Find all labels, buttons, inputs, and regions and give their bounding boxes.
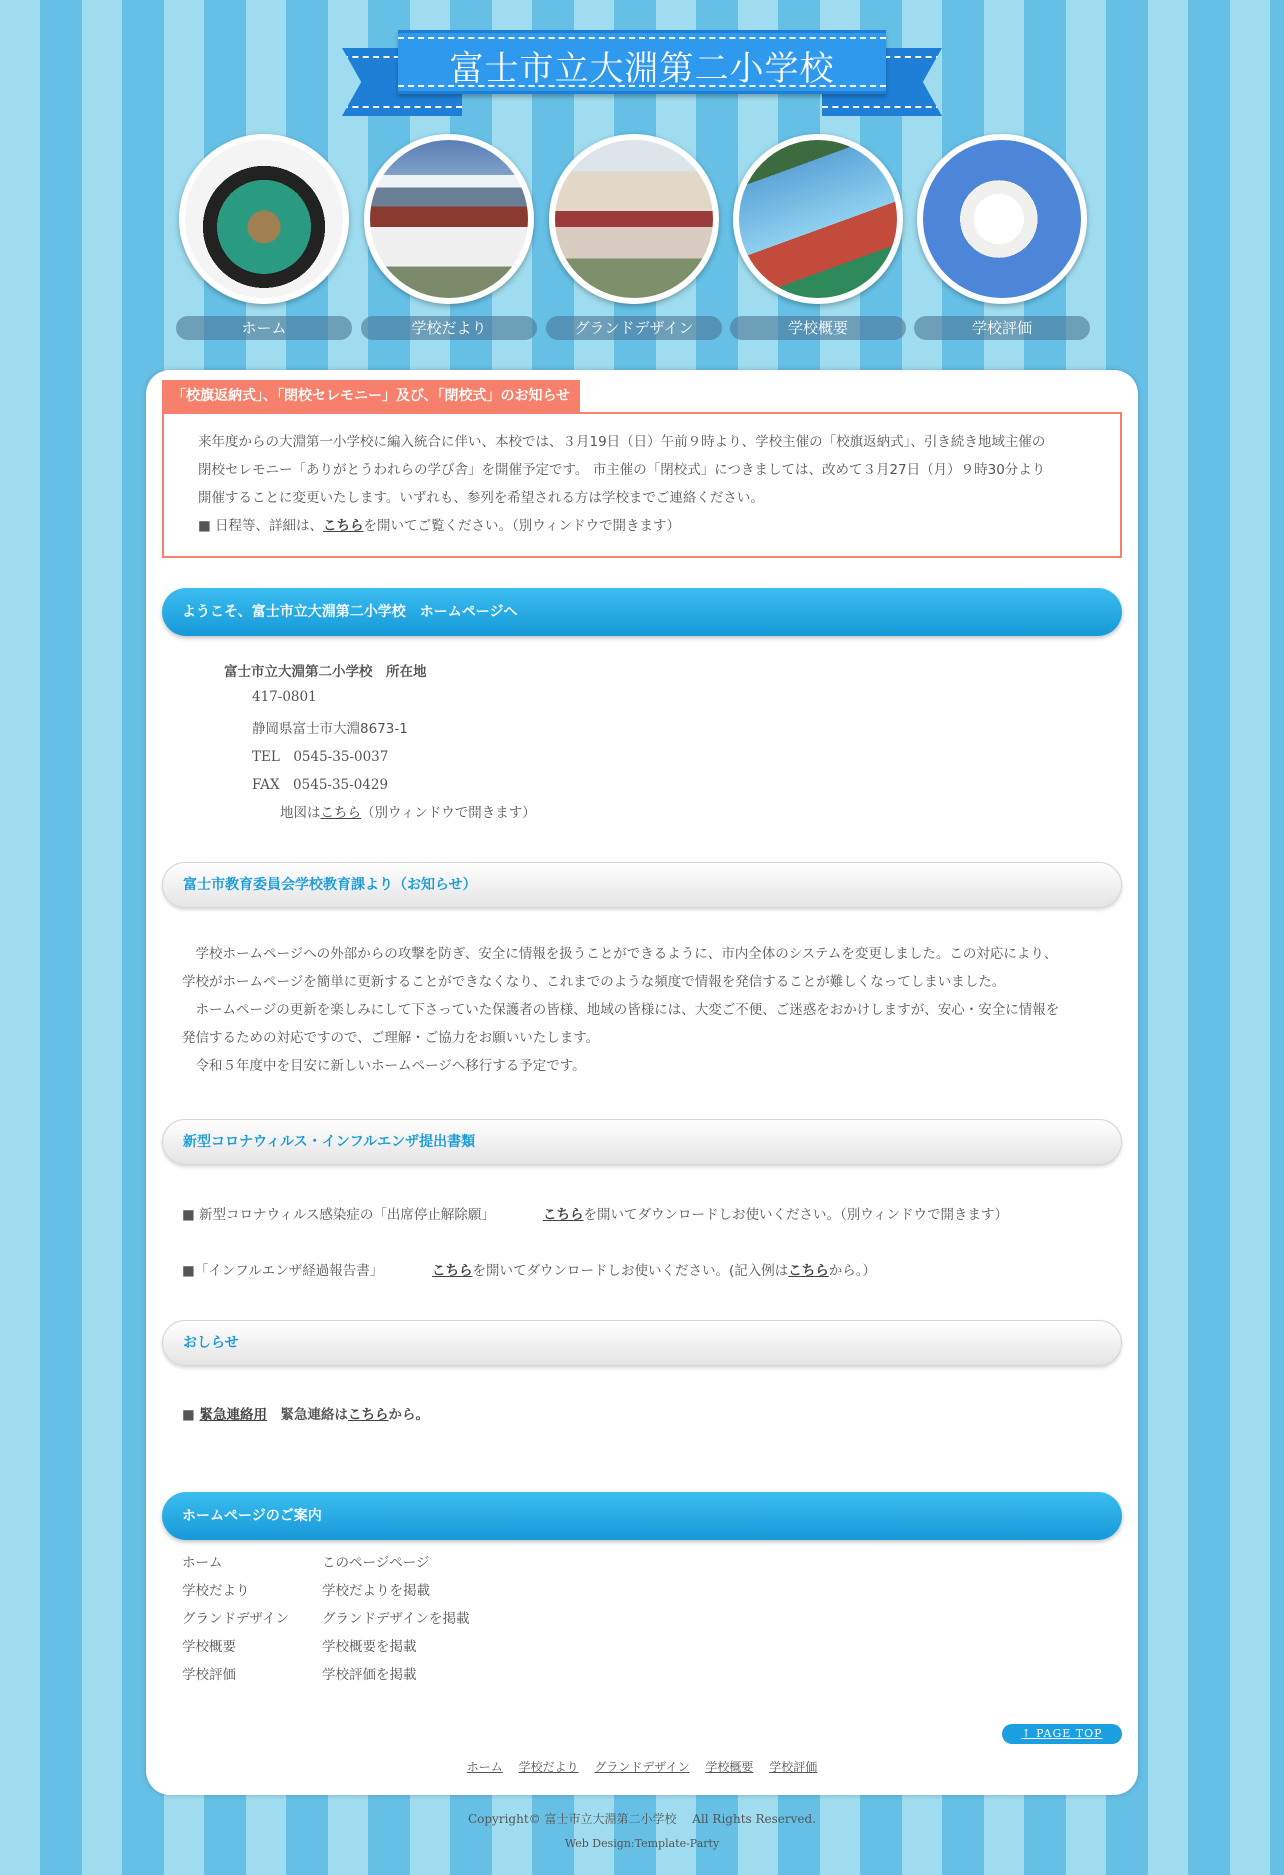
site-header [0, 0, 1284, 370]
board-line: 発信するための対応ですので、ご理解・ご協力をお願いいたします。 [182, 1030, 600, 1046]
flu-form-label: ■「インフルエンザ経過報告書」 [182, 1263, 384, 1279]
news-heading: おしらせ [162, 1320, 1122, 1366]
emergency-bullet: ■ [182, 1407, 200, 1423]
flu-form-link[interactable]: こちら [432, 1263, 473, 1279]
notice-line: 開催することに変更いたします。いずれも、参列を希望される方は学校までご連絡ください。 [198, 490, 764, 506]
flu-form-suffix: から。） [828, 1263, 877, 1279]
notice-detail-prefix: ■ 日程等、詳細は、 [198, 518, 324, 534]
postal-code: 417-0801 [252, 689, 317, 705]
notice-detail-suffix: を開いてご覧ください。（別ウィンドウで開きます） [363, 518, 680, 534]
notice-title: 「校旗返納式」、「閉校セレモニー」及び、「閉校式」のお知らせ [162, 380, 580, 412]
flu-form-mid: を開いてダウンロードしお使いください。(記入例は [472, 1263, 789, 1279]
covid-form-link[interactable]: こちら [543, 1207, 584, 1223]
forms-heading: 新型コロナウィルス・インフルエンザ提出書類 [162, 1119, 1122, 1165]
main-content [146, 370, 1138, 1795]
map-prefix: 地図は [280, 805, 321, 821]
address-title: 富士市立大淵第二小学校 所在地 [224, 664, 427, 680]
map-line [280, 801, 536, 821]
nav-item-overview[interactable] [730, 134, 906, 344]
guide-name: 学校概要 [182, 1639, 236, 1655]
tel-number: TEL 0545-35-0037 [252, 749, 389, 765]
emergency-suffix: から。 [388, 1407, 429, 1423]
footer-link-overview[interactable]: 学校概要 [705, 1760, 754, 1774]
notice-line: 来年度からの大淵第一小学校に編入統合に伴い、本校では、３月19日（日）午前９時より、学校主催の「校旗返納式」、引き続き地域主催の [198, 434, 1046, 450]
notice-line [198, 512, 1086, 540]
design-credit: Web Design:Template-Party [564, 1837, 720, 1850]
flu-form-line [432, 1259, 876, 1279]
footer-link-home[interactable]: ホーム [466, 1760, 503, 1774]
footer-nav [146, 1758, 1138, 1775]
guide-name: 学校だより [182, 1583, 250, 1599]
covid-form-suffix: を開いてダウンロードしお使いください。（別ウィンドウで開きます） [583, 1207, 1008, 1223]
board-heading: 富士市教育委員会学校教育課より（お知らせ） [162, 862, 1122, 908]
map-suffix: （別ウィンドウで開きます） [361, 805, 536, 821]
covid-form-label: ■ 新型コロナウィルス感染症の「出席停止解除願」 [182, 1207, 495, 1223]
board-line: 令和５年度中を目安に新しいホームページへ移行する予定です。 [182, 1058, 586, 1074]
footer-link-newsletter[interactable]: 学校だより [518, 1760, 579, 1774]
nav-label-newsletter[interactable]: 学校だより [361, 316, 537, 340]
flu-example-link[interactable]: こちら [788, 1263, 829, 1279]
guide-heading: ホームページのご案内 [162, 1492, 1122, 1540]
address: 静岡県富士市大淵8673-1 [252, 721, 408, 737]
guide-name: ホーム [182, 1555, 223, 1571]
page-top-button[interactable]: ↑ PAGE TOP [1002, 1724, 1122, 1744]
school-building-photo[interactable] [549, 134, 719, 304]
guide-desc: グランドデザインを掲載 [322, 1611, 470, 1627]
guide-desc: 学校概要を掲載 [322, 1639, 417, 1655]
fax-number: FAX 0545-35-0429 [252, 777, 389, 793]
mount-fuji-school-photo[interactable] [364, 134, 534, 304]
emergency-line [182, 1403, 429, 1423]
guide-desc: 学校評価を掲載 [322, 1667, 417, 1683]
notice-box [162, 412, 1122, 558]
map-link[interactable]: こちら [320, 805, 361, 821]
welcome-heading: ようこそ、富士市立大淵第二小学校 ホームページへ [162, 588, 1122, 636]
board-line: 学校ホームページへの外部からの攻撃を防ぎ、安全に情報を扱うことができるように、市内全体のシステムを変更しました。この対応により、 [182, 946, 1058, 962]
covid-form-line [543, 1203, 1008, 1223]
nav-label-evaluation[interactable]: 学校評価 [914, 316, 1090, 340]
nav-item-grand-design[interactable] [546, 134, 722, 344]
emergency-contact-link[interactable]: こちら [347, 1407, 389, 1423]
nav-label-overview[interactable]: 学校概要 [730, 316, 906, 340]
nav-label-grand-design[interactable]: グランドデザイン [546, 316, 722, 340]
notice-line: 閉校セレモニー「ありがとうわれらの学び舎」を開催予定です。 市主催の「閉校式」につきましては、改めて３月27日（月）９時30分より [198, 462, 1046, 478]
board-line: 学校がホームページを簡単に更新することができなくなり、これまでのような頻度で情報を発信することが難しくなってしまいました。 [182, 974, 1006, 990]
footer-link-evaluation[interactable]: 学校評価 [769, 1760, 818, 1774]
footer-link-grand-design[interactable]: グランドデザイン [594, 1760, 690, 1774]
guide-name: グランドデザイン [182, 1611, 290, 1627]
board-message [182, 940, 1102, 1080]
guide-name: 学校評価 [182, 1667, 236, 1683]
nav-item-evaluation[interactable] [914, 134, 1090, 344]
emergency-link[interactable]: 緊急連絡用 [199, 1407, 267, 1423]
white-flower-photo[interactable] [917, 134, 1087, 304]
guide-desc: 学校だよりを掲載 [322, 1583, 430, 1599]
school-emblem-photo[interactable] [179, 134, 349, 304]
site-footer [0, 1810, 1284, 1850]
nav-item-home[interactable] [176, 134, 352, 344]
guide-desc: このページページ [322, 1555, 430, 1571]
swimming-pool-photo[interactable] [733, 134, 903, 304]
board-line: ホームページの更新を楽しみにして下さっていた保護者の皆様、地域の皆様には、大変ご不便、ご迷惑をおかけしますが、安心・安全に情報を [182, 1002, 1060, 1018]
nav-label-home[interactable]: ホーム [176, 316, 352, 340]
site-title[interactable]: 富士市立大淵第二小学校 [449, 49, 835, 89]
title-ribbon [398, 30, 886, 94]
nav-item-newsletter[interactable] [361, 134, 537, 344]
emergency-prefix: 緊急連絡は [266, 1407, 348, 1423]
notice-detail-link[interactable]: こちら [323, 518, 364, 534]
copyright: Copyright© 富士市立大淵第二小学校 All Rights Reserved. [467, 1812, 817, 1826]
